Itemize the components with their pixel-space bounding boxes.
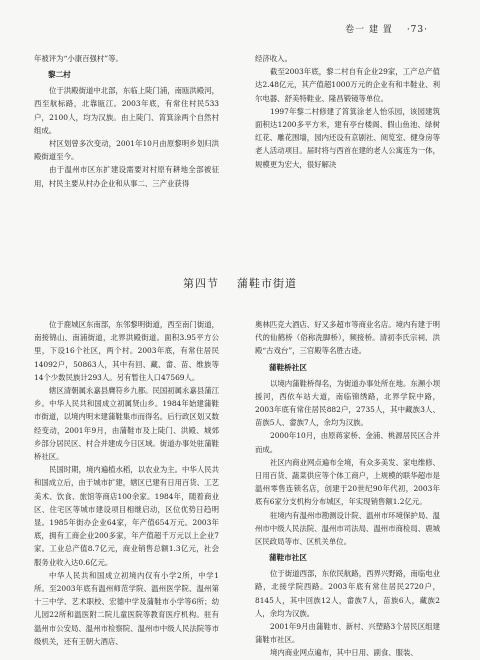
- paragraph: 境内商业网点遍布，其中日用、副食、服装、: [270, 648, 418, 658]
- subsection-heading: 蒲鞋市社区: [269, 553, 307, 563]
- section-number: 第四节: [183, 277, 219, 290]
- paragraph: 以境内蒲鞋桥得名，为街道办事处所在地。东瀕小坝援河，西依车站大道，南临锦绣路，北界学院中路，2003年底有常住居民882户，2735人，其中藏族3人、苗族5人、畲族7人，余均为汉族。: [255, 378, 440, 428]
- paragraph: 中华人民共和国成立初境内仅有小学2所，中学1所。至2003年底有温州师范学院、温州医学院、温州第十三中学、艺术职校、宏德中学及蒲鞋市小学等6所；幼儿园22所和温医附二院儿童医院等教育医疗机构。驻有温州市公安局、温州市检察院、温州市中级人民法院等市级机关，还有王朝大酒店、: [34, 570, 219, 646]
- subsection-heading: 黎二村: [48, 70, 71, 80]
- paragraph: 位于街道西部，东依民航路，西界兴野路，南临电业路，北接学院西路。2003年底有常住居民2720户，8145人，其中回族12人，畲族7人，苗族6人，藏族2人，余均为汉族。: [255, 569, 440, 618]
- paragraph: 由于温州市区东扩建设需要对村原有耕地全部被征用，村民主要从村办企业和从事二、三产业获得: [34, 165, 219, 188]
- page-number: ·73·: [406, 25, 428, 35]
- column-top-right: [255, 52, 440, 171]
- paragraph: 村区划曾多次变动，2001年10月由原黎明乡划归洪殿街道至今。: [34, 139, 219, 162]
- header-volume: 卷一 建 置: [345, 25, 393, 35]
- column-bottom-left: [34, 318, 219, 648]
- paragraph: 驻境内有温州市勘测设计院、温州市环境保护局、温州市中级人民法院、温州市司法局、温州市商检局、鹿城区民政局等市、区机关单位。: [255, 510, 440, 547]
- paragraph: 奥林匹克大酒店、好又多超市等商业名店。境内有建于明代的仙鹤桥（俗称洗脚桥），频接桥。清初李氏宗祠、洪殿“古戏台”，三官殿等名胜古迹。: [255, 320, 440, 356]
- subsection-heading: 蒲鞋桥社区: [269, 362, 307, 372]
- section-name: 蒲鞋市街道: [237, 277, 297, 290]
- paragraph: 社区内商业网点遍布全境，有众多美发、家电维修、日用百货、蔬菜供应等个体工商户，上规模的联华超市是温州零售连锁名店，创建于20世纪90年代初，2003年底有6家分支机构分布城区，年实现销售额1.2亿元。: [255, 457, 440, 507]
- column-bottom-right: [255, 318, 440, 660]
- paragraph: 位于洪殿街道中北部，东临上陡门浦，南瓯洪殿河，西至航标路，北靠瓯江。2003年底，有常住村民533户，2100人，均为汉族。由上陡门、筲箕涂两个自然村组成。: [34, 86, 219, 135]
- paragraph: 截至2003年底，黎二村自有企业29家，工产总产值达2.48亿元，其产值超1000万元的企业有和丰鞋业、利尔电器、舒美特鞋业、隆昌锻镜等单位。: [255, 67, 440, 103]
- paragraph: 2001年9月由蒲鞋市、新村、兴塑路3个居民区组建蒲鞋市社区。: [255, 622, 440, 645]
- section-title: [0, 275, 480, 291]
- paragraph: 经济收入。: [255, 54, 292, 63]
- paragraph: 2000年10月，由原蒋家桥、金浦、桃源居民区合并而成。: [255, 431, 440, 454]
- running-header: [345, 22, 428, 35]
- paragraph: 民国时期，境内遍植水稻，以农业为主。中华人民共和国成立后，由于城市扩建，辖区已建有日用百货、工艺美术、饮食、旅馆等商店100余家。1984年，随着商业区、住宅区等城市建设项目相继启动，区位优势日趋明显。1985年街办企业64家，年产值654万元。2003年底，拥有工商企业200多家，年产值超千万元以上企业7家。工业总产值8.7亿元，商业销售总额1.3亿元，社会服务业收入达0.6亿元。: [34, 465, 219, 567]
- column-top-left: [34, 52, 219, 190]
- paragraph: 年被评为“小康百强村”等。: [34, 54, 123, 63]
- paragraph: 辖区清朝属永嘉县膺符乡九都。民国初属永嘉县蒲江乡。中华人民共和国成立初属贤山乡。1984年始建蒲鞋市街道，以境内明末建蒲鞋集市而得名。后行政区划又数经变动，2001年9月，由蒲鞋市及上陡门、洪殿、城郊乡部分居民区、村合并建成今日区域。街道办事处驻蒲鞋桥社区。: [34, 386, 219, 462]
- paragraph: 位于鹿城区东南部，东邻黎明街道，西至南门街道，南接锦山、南浦街道，北界洪殿街道。面积3.95平方公里，下设16个社区，两个村。2003年底，有常住居民14092户，50863人，其中有回、藏、畲、苗、维族等14个少数民族计293人。另有暂住人口47569人。: [34, 320, 219, 382]
- paragraph: 1997年黎二村修建了筲箕涂老人怡乐园，该园建筑面积达1200多平方米，建有亭台楼阁、假山鱼池、绿树红花、雕花围墙，园内还设有京剧社、阅览室、健身房等老人活动项目。届时将与西首在建的老人公寓连为一体，规模更为宏大，很好解决: [255, 106, 440, 169]
